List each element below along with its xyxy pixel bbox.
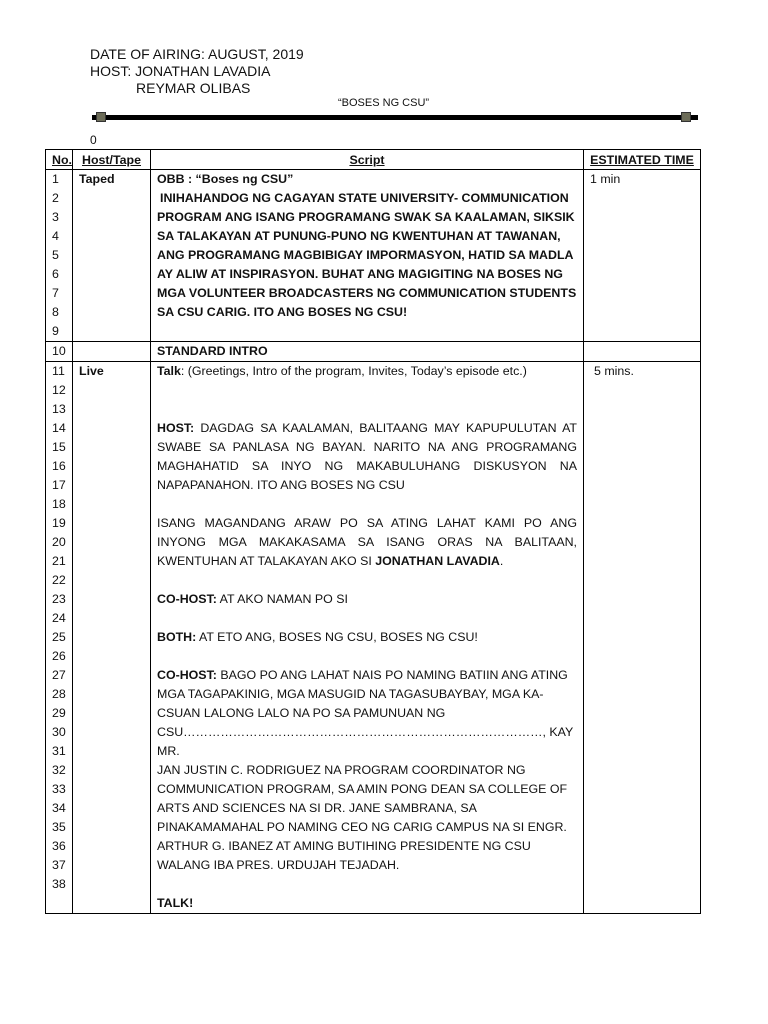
cohost2-line: COMMUNICATION PROGRAM, SA AMIN PONG DEAN SA COLLEGE OF [157, 782, 568, 796]
rule-right-cap [681, 112, 691, 122]
co-host-line: REYMAR OLIBAS [136, 80, 251, 96]
greeting [157, 514, 577, 571]
cohost2-line: WALANG IBA PRES. URDUJAH TEJADAH. [157, 858, 400, 872]
header-rule [92, 115, 698, 120]
script-cell: STANDARD INTRO [151, 342, 584, 362]
greeting-text: ISANG MAGANDANG ARAW PO SA ATING LAHAT KAMI PO ANG INYONG MGA MAKAKASAMA SA ISANG ORAS NA BALITAAN, KWENTUHAN AT TALAKAYAN AKO SI [157, 516, 577, 568]
cohost2-line: PINAKAMAMAHAL PO NAMING CEO NG CARIG CAMPUS NA SI ENGR. [157, 820, 567, 834]
page-marker: 0 [90, 133, 97, 147]
cohost2-line: ARTS AND SCIENCES NA SI DR. JANE SAMBRANA, SA [157, 801, 477, 815]
greeting-name: JONATHAN LAVADIA [375, 554, 500, 568]
greeting-end: . [499, 554, 504, 568]
script-cell [151, 362, 584, 914]
table-row-live [46, 362, 701, 914]
cohost2-line: MGA TAGAPAKINIG, MGA MASUGID NA TAGASUBAYBAY, MGA KA- [157, 687, 544, 701]
line-numbers: 1 2 3 4 5 6 7 8 9 [46, 170, 73, 342]
cohost-label: CO-HOST: [157, 592, 217, 606]
host-tape-cell: Taped [73, 170, 151, 342]
host-tape-cell: Live [73, 362, 151, 914]
talk-cue: TALK! [157, 896, 194, 910]
cohost2-line: JAN JUSTIN C. RODRIGUEZ NA PROGRAM COORDINATOR NG [157, 763, 526, 777]
header-host-tape: Host/Tape [73, 150, 151, 170]
time-cell: 5 mins. [584, 362, 701, 914]
cohost2-line: CSU……………………………………………………………………………, KAY MR. [157, 725, 574, 758]
time-cell [584, 342, 701, 362]
obb-title: OBB : “Boses ng CSU” [157, 172, 294, 186]
cohost2-label: CO-HOST: [157, 668, 217, 682]
cohost-greeting [157, 666, 577, 875]
table-header-row [46, 150, 701, 170]
obb-body: INIHAHANDOG NG CAGAYAN STATE UNIVERSITY- COMMUNICATION PROGRAM ANG ISANG PROGRAMANG SWAK SA KAALAMAN, SIKSIK SA TALAKAYAN AT PUNUNG-PUNO NG KWENTUHAN AT TAWANAN, ANG PROGRAMANG MAGBIBIGAY IMPORMASYON, HATID SA MADLA AY ALIW AT INSPIRASYON. BUHAT ANG MAGIGITING NA BOSES NG MGA VOLUNTEER BROADCASTERS NG COMMUNICATION STUDENTS SA CSU CARIG. ITO ANG BOSES NG CSU! [157, 191, 577, 319]
host-tape-cell [73, 342, 151, 362]
line-numbers: 11 12 13 14 15 16 17 18 19 20 21 22 23 24 25 26 27 28 29 30 31 32 33 34 35 36 37 38 [46, 362, 73, 914]
airing-date: DATE OF AIRING: AUGUST, 2019 [90, 46, 304, 62]
time-cell: 1 min [584, 170, 701, 342]
rule-left-cap [96, 112, 106, 122]
talk-label: Talk [157, 364, 181, 378]
talk-text: : (Greetings, Intro of the program, Invites, Today’s episode etc.) [180, 364, 527, 378]
both-label: BOTH: [157, 630, 197, 644]
host-text: DAGDAG SA KAALAMAN, BALITAANG MAY KAPUPULUTAN AT SWABE SA PANLASA NG BAYAN. NARITO NA ANG PROGRAMANG MAGHAHATID SA INYO NG MAKABULUHANG DISKUSYON NA NAPAPANAHON. ITO ANG BOSES NG CSU [157, 421, 577, 492]
host-label: HOST: [157, 421, 195, 435]
cohost-text: AT AKO NAMAN PO SI [216, 592, 348, 606]
both-text: AT ETO ANG, BOSES NG CSU, BOSES NG CSU! [196, 630, 478, 644]
talk-note [157, 362, 577, 381]
script-table [45, 149, 701, 914]
host-spiel [157, 419, 577, 495]
header-estimated-time: ESTIMATED TIME [584, 150, 701, 170]
line-number: 10 [46, 342, 73, 362]
table-row-obb [46, 170, 701, 342]
script-cell [151, 170, 584, 342]
cohost-line [157, 590, 577, 609]
cohost2-line: CSUAN LALONG LALO NA PO SA PAMUNUAN NG [157, 706, 446, 720]
host-line: HOST: JONATHAN LAVADIA [90, 63, 271, 79]
header-script: Script [151, 150, 584, 170]
header-no: No. [46, 150, 73, 170]
cohost2-line: BAGO PO ANG LAHAT NAIS PO NAMING BATIIN ANG ATING [216, 668, 568, 682]
both-line [157, 628, 577, 647]
cohost2-line: ARTHUR G. IBANEZ AT AMING BUTIHING PRESIDENTE NG CSU [157, 839, 531, 853]
program-title: “BOSES NG CSU” [338, 97, 430, 109]
table-row-intro [46, 342, 701, 362]
